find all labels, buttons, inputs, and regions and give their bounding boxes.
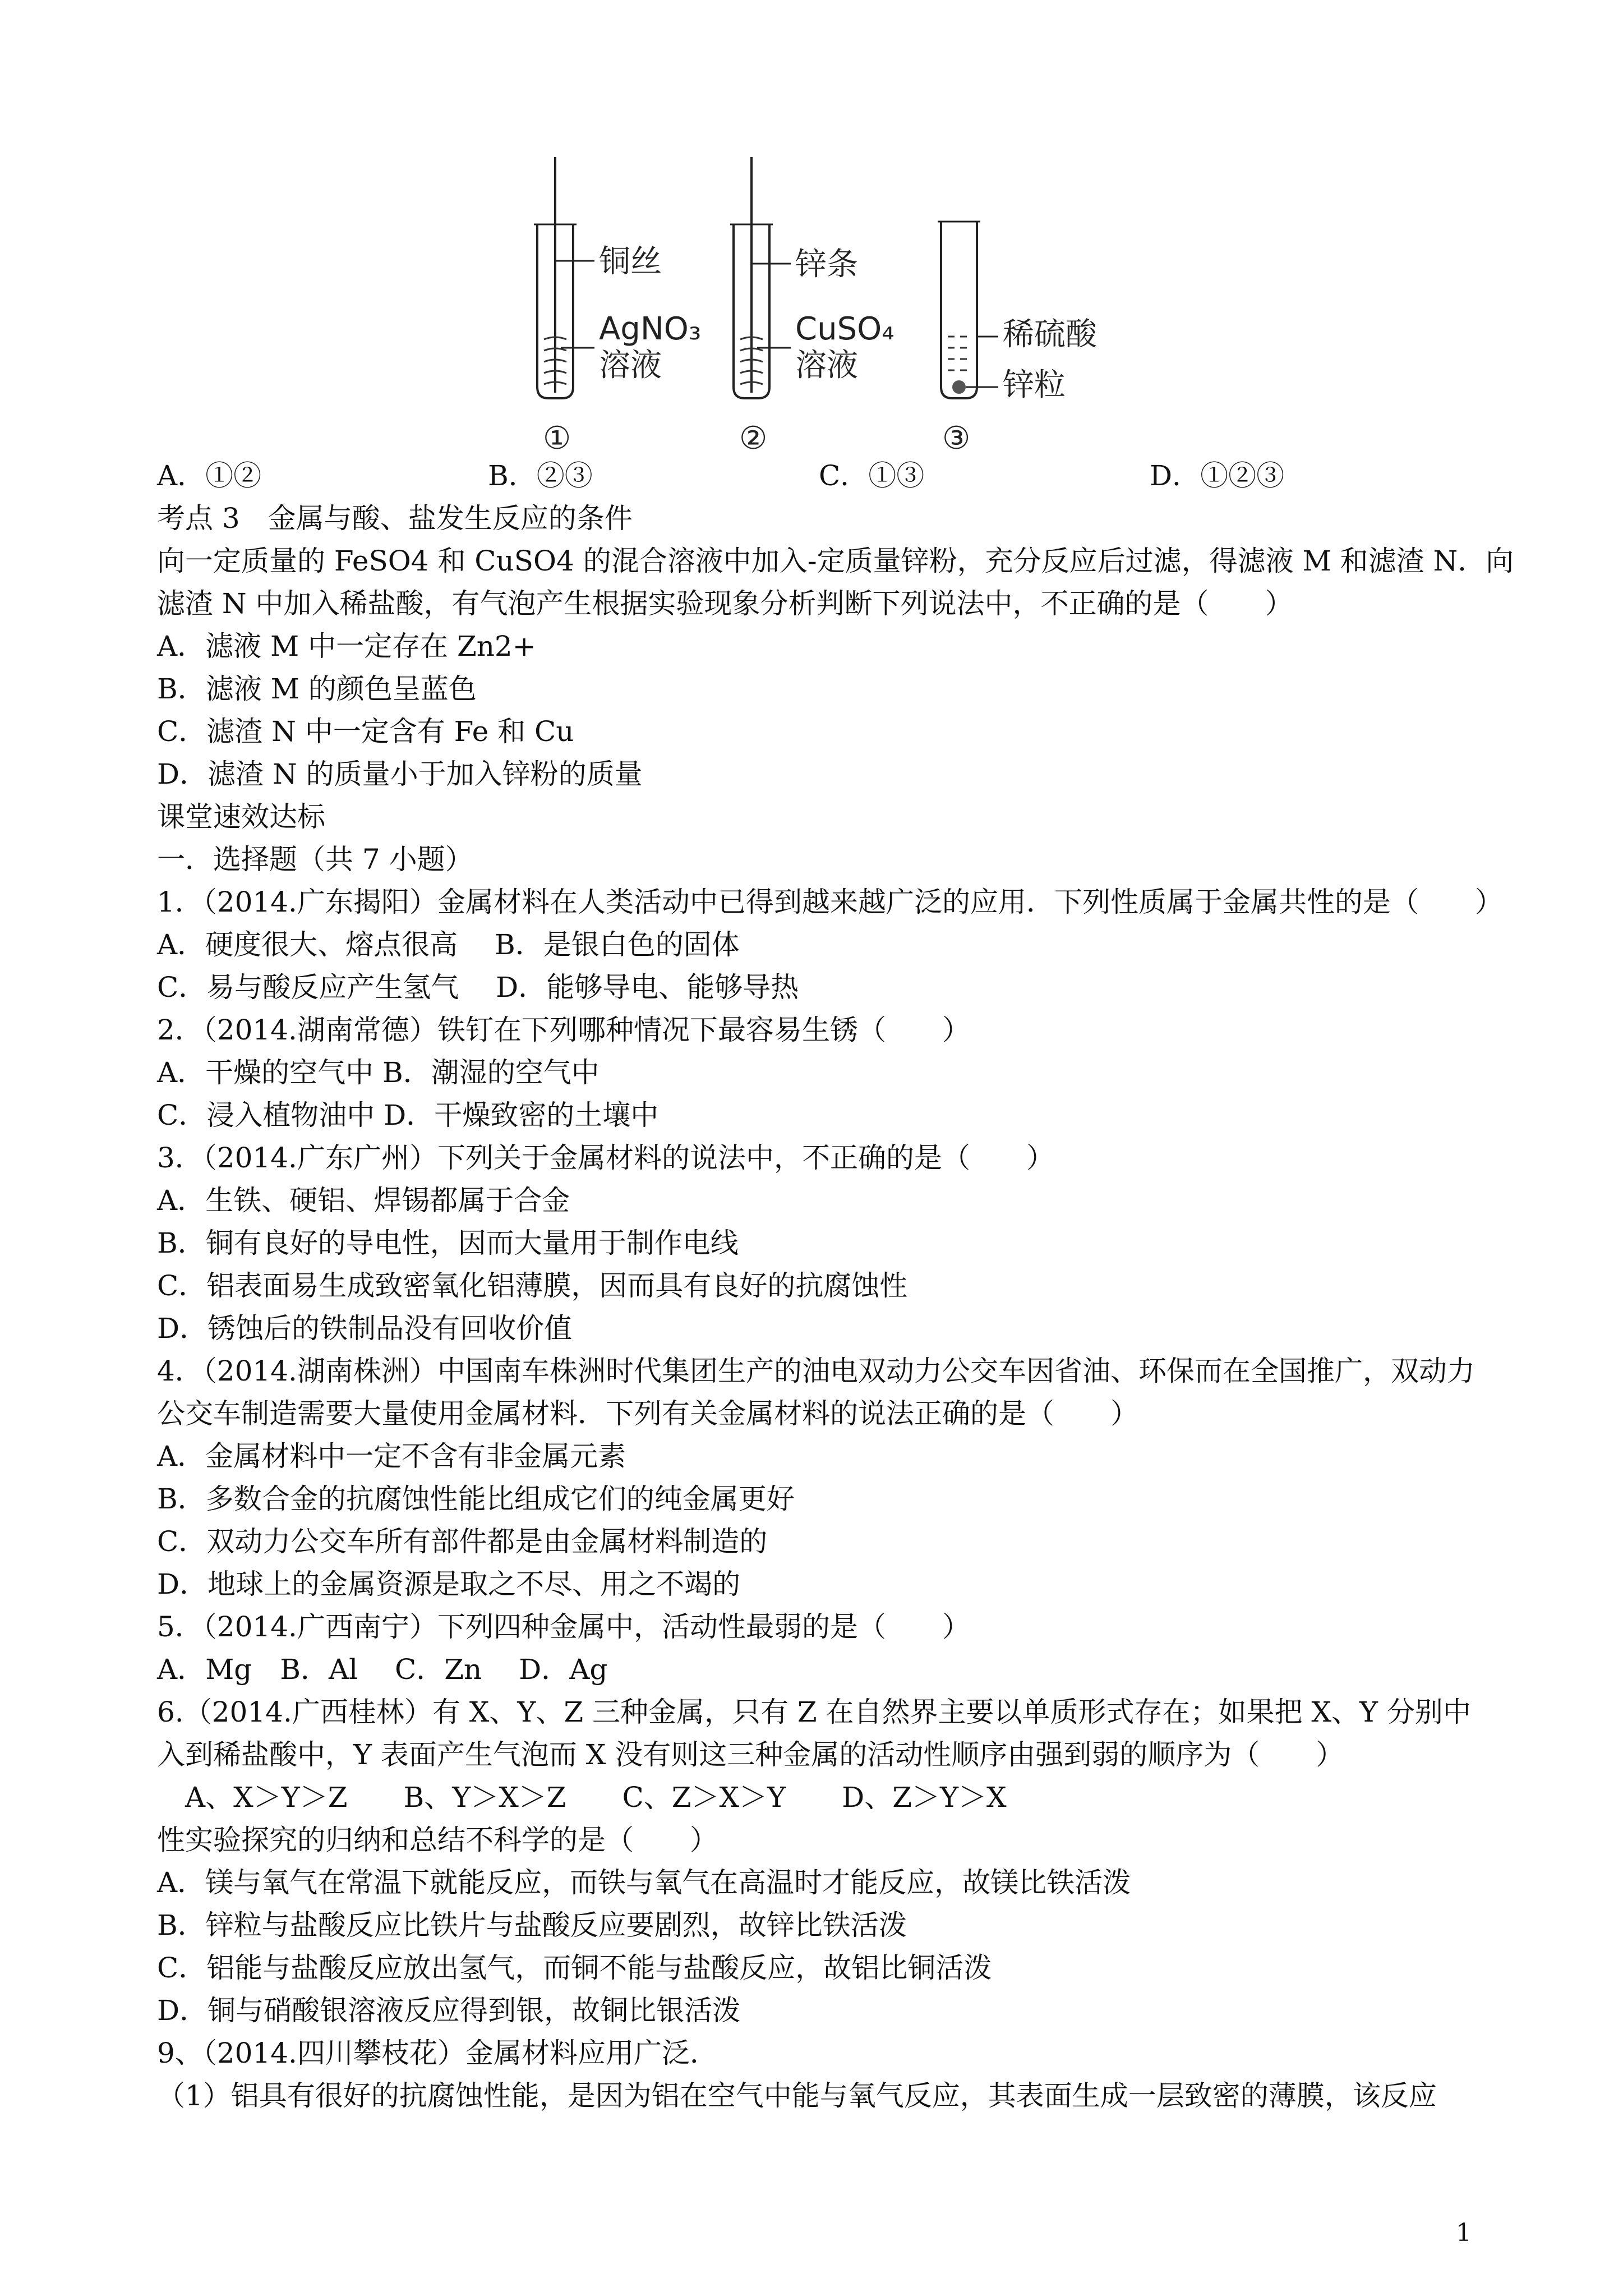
- tube-1: [534, 157, 701, 457]
- answer-option: C．铝表面易生成致密氧化铝薄膜，因而具有良好的抗腐蚀性: [157, 1269, 908, 1302]
- question-text: 公交车制造需要大量使用金属材料．下列有关金属材料的说法正确的是（ ）: [157, 1397, 1138, 1430]
- section-heading: 考点 3 金属与酸、盐发生反应的条件: [157, 502, 633, 535]
- tube1-number: ①: [543, 420, 571, 457]
- answer-option: B．多数合金的抗腐蚀性能比组成它们的纯金属更好: [157, 1483, 795, 1515]
- question-text: （1）铝具有很好的抗腐蚀性能，是因为铝在空气中能与氧气反应，其表面生成一层致密的薄膜，该反应: [157, 2079, 1437, 2112]
- tube2-wire-label: 锌条: [795, 246, 858, 283]
- question-text: 性实验探究的归纳和总结不科学的是（ ）: [157, 1824, 718, 1856]
- answer-option: C．滤渣 N 中一定含有 Fe 和 Cu: [157, 715, 574, 748]
- answer-option: C．铝能与盐酸反应放出氢气，而铜不能与盐酸反应，故铝比铜活泼: [157, 1952, 992, 1984]
- test-tube-figure: [505, 151, 1122, 466]
- option-b: B．②③: [488, 459, 593, 492]
- tube3-solid-label: 锌粒: [1003, 367, 1066, 403]
- tube1-solution-label: AgNO₃: [599, 311, 702, 347]
- figure-options: [157, 459, 1481, 495]
- tube-3: [938, 222, 1098, 457]
- question-text: 1．（2014.广东揭阳）金属材料在人类活动中已得到越来越广泛的应用．下列性质属于金属共性的是（ ）: [157, 886, 1503, 918]
- option-c: C．①③: [819, 459, 925, 492]
- answer-option: A．金属材料中一定不含有非金属元素: [157, 1440, 626, 1473]
- question-text: 3．（2014.广东广州）下列关于金属材料的说法中，不正确的是（ ）: [157, 1142, 1054, 1174]
- answer-option: A．干燥的空气中 B．潮湿的空气中: [157, 1056, 600, 1089]
- question-text: 6.（2014.广西桂林）有 X、Y、Z 三种金属，只有 Z 在自然界主要以单质形式存在；如果把 X、Y 分别中: [157, 1696, 1471, 1728]
- question-text: 入到稀盐酸中，Y 表面产生气泡而 X 没有则这三种金属的活动性顺序由强到弱的顺序为（ ）: [157, 1738, 1344, 1771]
- tube1-solution-label-2: 溶液: [599, 347, 662, 384]
- option-d: D．①②③: [1150, 459, 1285, 492]
- tube2-solution-label-2: 溶液: [795, 347, 858, 384]
- tube-2: [730, 157, 895, 457]
- answer-option: D．地球上的金属资源是取之不尽、用之不竭的: [157, 1568, 741, 1600]
- question-text: 滤渣 N 中加入稀盐酸，有气泡产生根据实验现象分析判断下列说法中，不正确的是（ ）: [157, 587, 1293, 620]
- question-text: 4．（2014.湖南株洲）中国南车株洲时代集团生产的油电双动力公交车因省油、环保而在全国推广，双动力: [157, 1355, 1475, 1387]
- tube1-wire-label: 铜丝: [599, 243, 662, 280]
- answer-option: C．浸入植物油中 D．干燥致密的土壤中: [157, 1099, 659, 1131]
- answer-option: B．铜有良好的导电性，因而大量用于制作电线: [157, 1227, 739, 1259]
- tube2-number: ②: [739, 420, 768, 457]
- section-heading: 课堂速效达标: [157, 800, 325, 833]
- option-a: A．①②: [157, 459, 262, 492]
- answer-option: A、X＞Y＞Z B、Y＞X＞Z C、Z＞X＞Y D、Z＞Y＞X: [157, 1781, 1007, 1814]
- answer-option: D．锈蚀后的铁制品没有回收价值: [157, 1312, 573, 1345]
- tube3-number: ③: [942, 420, 971, 457]
- tube2-solution-label: CuSO₄: [795, 311, 895, 347]
- answer-option: A．Mg B．Al C．Zn D．Ag: [157, 1653, 608, 1686]
- page-number: 1: [1456, 2219, 1472, 2247]
- answer-option: B．锌粒与盐酸反应比铁片与盐酸反应要剧烈，故锌比铁活泼: [157, 1909, 907, 1941]
- question-text: 5．（2014.广西南宁）下列四种金属中，活动性最弱的是（ ）: [157, 1611, 970, 1643]
- answer-option: A．生铁、硬铝、焊锡都属于合金: [157, 1184, 570, 1217]
- answer-option: A．硬度很大、熔点很高 B．是银白色的固体: [157, 928, 740, 961]
- answer-option: A．滤液 M 中一定存在 Zn2+: [157, 630, 536, 662]
- answer-option: A．镁与氧气在常温下就能反应，而铁与氧气在高温时才能反应，故镁比铁活泼: [157, 1866, 1131, 1899]
- answer-option: C．易与酸反应产生氢气 D．能够导电、能够导热: [157, 971, 799, 1004]
- question-text: 2．（2014.湖南常德）铁钉在下列哪种情况下最容易生锈（ ）: [157, 1014, 970, 1046]
- question-text: 9、（2014.四川攀枝花）金属材料应用广泛．: [157, 2037, 718, 2069]
- question-text: 向一定质量的 FeSO4 和 CuSO4 的混合溶液中加入-定质量锌粉，充分反应后过滤，得滤液 M 和滤渣 N．向: [157, 545, 1514, 577]
- answer-option: D．滤渣 N 的质量小于加入锌粉的质量: [157, 758, 643, 790]
- answer-option: D．铜与硝酸银溶液反应得到银，故铜比银活泼: [157, 1994, 741, 2027]
- tube3-acid-label: 稀硫酸: [1003, 316, 1097, 353]
- section-heading: 一．选择题（共 7 小题）: [157, 843, 473, 876]
- answer-option: C．双动力公交车所有部件都是由金属材料制造的: [157, 1525, 768, 1558]
- answer-option: B．滤液 M 的颜色呈蓝色: [157, 673, 477, 705]
